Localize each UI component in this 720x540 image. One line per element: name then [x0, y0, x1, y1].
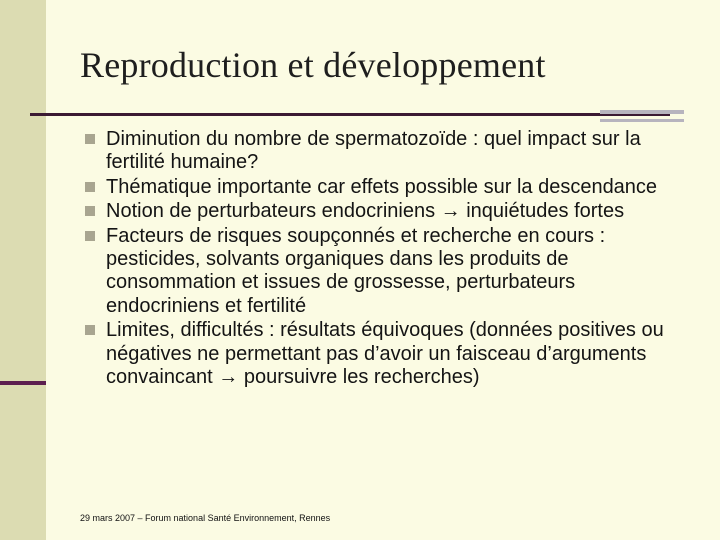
title-divider — [30, 113, 670, 116]
bullet-item — [84, 319, 684, 389]
slide-title: Reproduction et développement — [80, 45, 546, 85]
bullet-item — [84, 200, 684, 223]
slide-footer: 29 mars 2007 – Forum national Santé Environnement, Rennes — [80, 513, 331, 523]
square-bullet-icon — [85, 325, 95, 335]
bullet-text: Diminution du nombre de spermatozoïde : quel impact sur la fertilité humaine? — [106, 128, 641, 174]
bullet-item — [84, 176, 684, 199]
left-band-accent-line — [0, 381, 46, 385]
square-bullet-icon — [85, 206, 95, 216]
square-bullet-icon — [85, 134, 95, 144]
bullet-text: Thématique importante car effets possible sur la descendance — [106, 175, 658, 198]
bullet-item — [84, 225, 684, 319]
square-bullet-icon — [85, 231, 95, 241]
bullet-text: Limites, difficultés : résultats équivoques (données positives ou négatives ne permettant pas d’avoir un faisceau d’arguments convaincant → poursuivre les recherches) — [106, 319, 664, 389]
left-decorative-band — [0, 0, 46, 540]
title-divider-light-bottom — [600, 119, 684, 122]
bullet-text: Facteurs de risques soupçonnés et recherche en cours : pesticides, solvants organiques dans les produits de consommation et issues de grossesse, perturbateurs endocriniens et fertilité — [106, 224, 606, 317]
bullet-item — [84, 128, 684, 175]
bullet-text: Notion de perturbateurs endocriniens → inquiétudes fortes — [106, 200, 625, 223]
square-bullet-icon — [85, 182, 95, 192]
title-divider-light-top — [600, 110, 684, 114]
bullet-list — [84, 128, 684, 390]
